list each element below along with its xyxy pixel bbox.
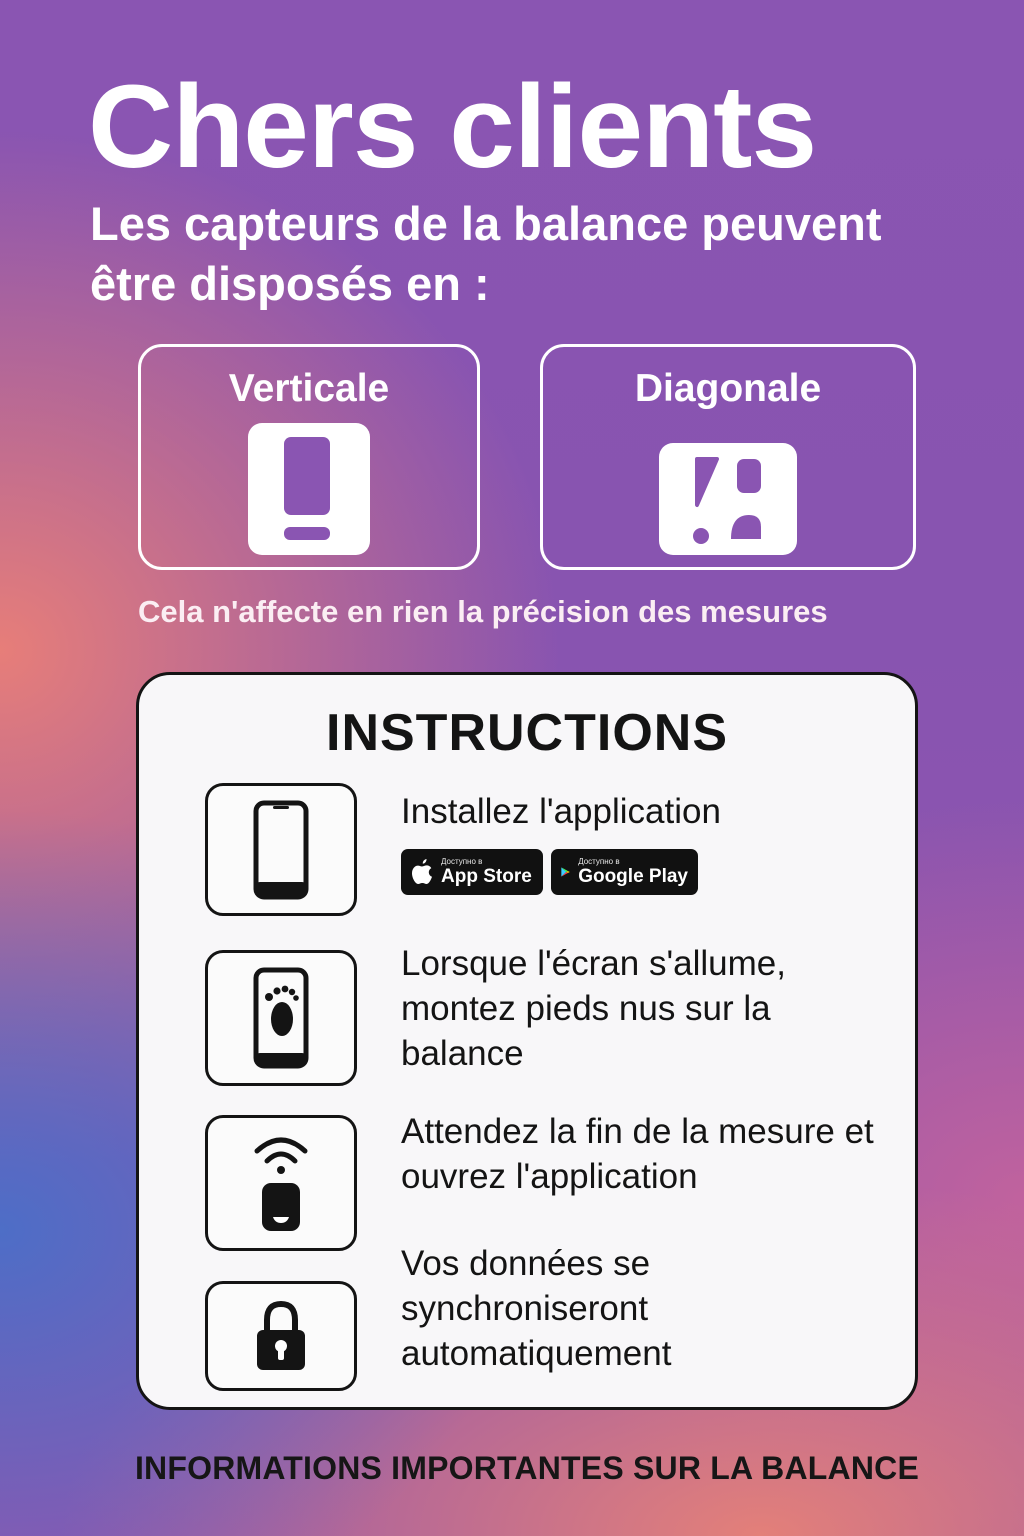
google-play-badge[interactable] bbox=[551, 849, 698, 895]
accuracy-note: Cela n'affecte en rien la précision des mesures bbox=[138, 594, 828, 629]
app-store-badge[interactable] bbox=[401, 849, 543, 895]
step-1-text: Installez l'application bbox=[401, 792, 721, 831]
step-4-text: Vos données se synchroniseront automatiquement bbox=[401, 1244, 672, 1373]
footer-banner: INFORMATIONS IMPORTANTES SUR LA BALANCE bbox=[134, 1450, 920, 1486]
orientation-card-diagonal bbox=[540, 344, 916, 570]
padlock-icon bbox=[255, 1300, 307, 1372]
wireless-scale-icon bbox=[251, 1133, 311, 1233]
app-store-label: App Store bbox=[441, 866, 532, 887]
step-2-text: Lorsque l'écran s'allume, montez pieds nus sur la balance bbox=[401, 944, 786, 1073]
google-play-caption: Доступно в bbox=[578, 857, 620, 866]
step-4-icon-box bbox=[205, 1281, 357, 1391]
instructions-panel bbox=[136, 672, 918, 1410]
google-play-label: Google Play bbox=[578, 866, 688, 887]
barefoot-phone-icon bbox=[253, 967, 309, 1069]
smartphone-icon bbox=[253, 800, 309, 900]
step-3-icon-box bbox=[205, 1115, 357, 1251]
store-badges bbox=[401, 849, 698, 895]
step-2-icon-box bbox=[205, 950, 357, 1086]
page-title: Chers clients bbox=[88, 61, 817, 193]
google-play-icon bbox=[561, 858, 570, 886]
orientation-label: Diagonale bbox=[634, 367, 822, 410]
page-subtitle: Les capteurs de la balance peuvent être disposés en : bbox=[90, 197, 882, 310]
orientation-label: Verticale bbox=[228, 367, 390, 410]
sensors-diagonal-icon bbox=[659, 443, 797, 555]
orientation-card-vertical bbox=[138, 344, 480, 570]
step-3-text: Attendez la fin de la mesure et ouvrez l'application bbox=[401, 1112, 874, 1196]
step-1-icon-box bbox=[205, 783, 357, 916]
apple-logo-icon bbox=[411, 859, 433, 885]
app-store-caption: Доступно в bbox=[441, 857, 483, 866]
phone-vertical-icon bbox=[248, 423, 370, 555]
instructions-title: INSTRUCTIONS bbox=[326, 704, 728, 762]
